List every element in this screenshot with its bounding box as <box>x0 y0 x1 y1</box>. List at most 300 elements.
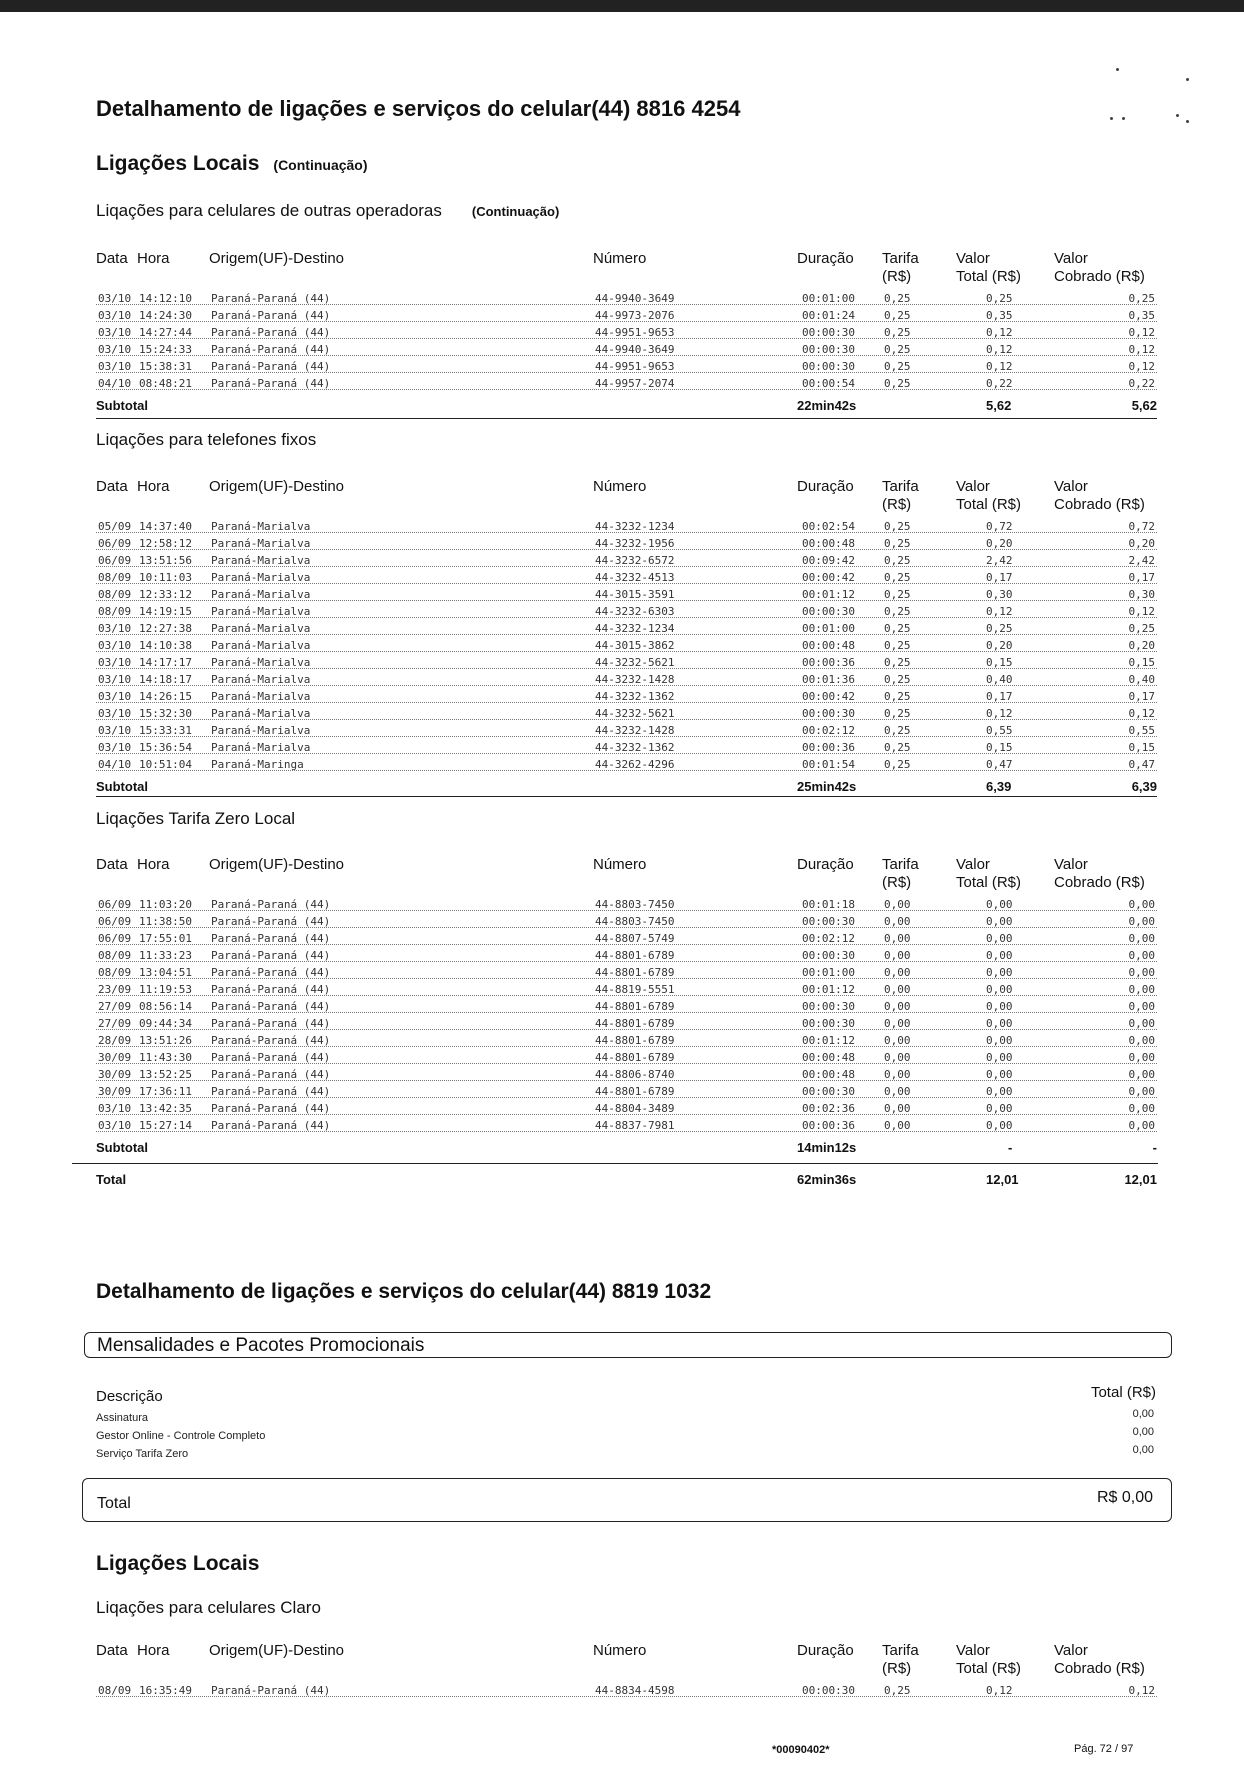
col-valor-cobrado-line2: Cobrado (R$) <box>1054 496 1145 513</box>
cell-valor-cobrado: 0,25 <box>1128 292 1155 305</box>
cell-valor-cobrado: 0,00 <box>1128 1102 1155 1115</box>
cell-numero: 44-9951-9653 <box>595 326 675 339</box>
mensalidades-items <box>96 1412 265 1466</box>
cell-origem: Paraná-Paraná (44) <box>211 1034 331 1047</box>
cell-duracao: 00:00:48 <box>802 537 855 550</box>
cell-numero: 44-3232-1362 <box>595 741 675 754</box>
cell-duracao: 00:02:54 <box>802 520 855 533</box>
cell-hora: 12:27:38 <box>139 622 192 635</box>
divider <box>96 796 1157 797</box>
col-valor-cobrado-line1: Valor <box>1054 478 1088 495</box>
cell-valor-cobrado: 0,47 <box>1128 758 1155 771</box>
subtotal-valor-total: - <box>1008 1140 1013 1155</box>
cell-origem: Paraná-Paraná (44) <box>211 377 331 390</box>
col-duracao: Duração <box>797 478 854 495</box>
cell-hora: 16:35:49 <box>139 1684 192 1697</box>
cell-origem: Paraná-Marialva <box>211 690 311 703</box>
cell-valor-total: 0,17 <box>986 690 1013 703</box>
total-header: Total (R$) <box>1090 1384 1156 1401</box>
table-rows <box>96 520 1157 775</box>
cell-numero: 44-3232-1956 <box>595 537 675 550</box>
col-valor-total <box>956 856 1021 892</box>
col-tarifa-line2: (R$) <box>882 268 912 285</box>
cell-tarifa: 0,25 <box>884 292 911 305</box>
cell-valor-total: 0,20 <box>986 639 1013 652</box>
cell-data: 03/10 <box>98 741 132 754</box>
col-valor-total-line2: Total (R$) <box>956 268 1022 285</box>
cell-tarifa: 0,25 <box>884 741 911 754</box>
cell-valor-total: 0,35 <box>986 309 1013 322</box>
cell-hora: 14:18:17 <box>139 673 192 686</box>
col-tarifa-line2: (R$) <box>882 874 912 891</box>
cell-duracao: 00:09:42 <box>802 554 855 567</box>
subtotal-label: Subtotal <box>96 398 148 413</box>
cell-valor-total: 0,00 <box>986 966 1013 979</box>
cell-valor-cobrado: 0,55 <box>1128 724 1155 737</box>
cell-data: 08/09 <box>98 571 132 584</box>
cell-duracao: 00:01:24 <box>802 309 855 322</box>
cell-tarifa: 0,00 <box>884 1068 911 1081</box>
cell-data: 03/10 <box>98 656 132 669</box>
col-valor-cobrado-line2: Cobrado (R$) <box>1054 268 1145 285</box>
table-row <box>96 588 1157 605</box>
cell-tarifa: 0,25 <box>884 622 911 635</box>
cell-numero: 44-8803-7450 <box>595 915 675 928</box>
cell-valor-total: 0,00 <box>986 1051 1013 1064</box>
cell-tarifa: 0,00 <box>884 1000 911 1013</box>
table-row <box>96 309 1157 326</box>
cell-numero: 44-9940-3649 <box>595 343 675 356</box>
cell-tarifa: 0,25 <box>884 639 911 652</box>
cell-duracao: 00:00:30 <box>802 360 855 373</box>
cell-valor-cobrado: 0,00 <box>1128 915 1155 928</box>
cell-tarifa: 0,25 <box>884 588 911 601</box>
cell-data: 04/10 <box>98 377 132 390</box>
cell-tarifa: 0,00 <box>884 1119 911 1132</box>
col-data: Data <box>96 478 128 495</box>
cell-duracao: 00:00:36 <box>802 741 855 754</box>
cell-duracao: 00:02:12 <box>802 932 855 945</box>
col-data: Data <box>96 856 128 873</box>
cell-duracao: 00:00:30 <box>802 949 855 962</box>
page-number: Pág. 72 / 97 <box>1074 1743 1134 1755</box>
cell-tarifa: 0,25 <box>884 554 911 567</box>
cell-origem: Paraná-Paraná (44) <box>211 932 331 945</box>
item-servico-tarifa-zero: Serviço Tarifa Zero <box>96 1448 189 1460</box>
cell-duracao: 00:01:00 <box>802 292 855 305</box>
cell-valor-total: 0,00 <box>986 898 1013 911</box>
cell-valor-cobrado: 0,00 <box>1128 1119 1155 1132</box>
table-header <box>96 478 1157 520</box>
table-row <box>96 983 1157 1000</box>
cell-valor-total: 0,00 <box>986 1017 1013 1030</box>
cell-origem: Paraná-Paraná (44) <box>211 949 331 962</box>
col-data: Data <box>96 250 128 267</box>
subtotal-valor-total: 6,39 <box>986 779 1012 794</box>
cell-origem: Paraná-Paraná (44) <box>211 1017 331 1030</box>
table-header <box>96 1642 1157 1684</box>
col-valor-total-line1: Valor <box>956 250 990 267</box>
cell-tarifa: 0,25 <box>884 360 911 373</box>
grand-total-row <box>96 1168 1157 1188</box>
col-duracao: Duração <box>797 1642 854 1659</box>
cell-numero: 44-8803-7450 <box>595 898 675 911</box>
subtotal-row <box>96 775 1157 795</box>
cell-hora: 12:33:12 <box>139 588 192 601</box>
cell-valor-cobrado: 0,20 <box>1128 537 1155 550</box>
cell-valor-total: 0,72 <box>986 520 1013 533</box>
cell-valor-cobrado: 0,00 <box>1128 898 1155 911</box>
col-valor-total-line1: Valor <box>956 478 990 495</box>
cell-hora: 15:38:31 <box>139 360 192 373</box>
col-valor-cobrado <box>1054 1642 1145 1678</box>
table-row <box>96 1051 1157 1068</box>
cell-numero: 44-3232-1428 <box>595 673 675 686</box>
cell-hora: 12:58:12 <box>139 537 192 550</box>
section-title-locais <box>96 152 368 176</box>
cell-hora: 11:33:23 <box>139 949 192 962</box>
cell-valor-total: 0,12 <box>986 1684 1013 1697</box>
col-duracao: Duração <box>797 856 854 873</box>
cell-data: 03/10 <box>98 360 132 373</box>
table-row <box>96 1684 1157 1701</box>
col-tarifa-line2: (R$) <box>882 496 912 513</box>
mensalidades-total-value: R$ 0,00 <box>1096 1489 1153 1506</box>
cell-numero: 44-8801-6789 <box>595 1017 675 1030</box>
cell-tarifa: 0,00 <box>884 1102 911 1115</box>
col-origem: Origem(UF)-Destino <box>209 856 345 873</box>
table-rows <box>96 898 1157 1136</box>
cell-duracao: 00:01:12 <box>802 588 855 601</box>
cell-origem: Paraná-Paraná (44) <box>211 1068 331 1081</box>
cell-valor-cobrado: 0,15 <box>1128 656 1155 669</box>
cell-valor-total: 0,22 <box>986 377 1013 390</box>
cell-hora: 11:43:30 <box>139 1051 192 1064</box>
cell-hora: 15:36:54 <box>139 741 192 754</box>
cell-tarifa: 0,25 <box>884 377 911 390</box>
cell-valor-total: 0,20 <box>986 537 1013 550</box>
cell-numero: 44-3232-1362 <box>595 690 675 703</box>
value-servico-tarifa-zero: 0,00 <box>1132 1444 1154 1456</box>
cell-duracao: 00:01:12 <box>802 983 855 996</box>
col-tarifa <box>882 250 919 286</box>
cell-hora: 15:27:14 <box>139 1119 192 1132</box>
cell-tarifa: 0,00 <box>884 983 911 996</box>
section-title-text: Ligações Locais <box>96 152 260 175</box>
col-valor-cobrado-line1: Valor <box>1054 250 1088 267</box>
cell-numero: 44-8801-6789 <box>595 1000 675 1013</box>
col-origem: Origem(UF)-Destino <box>209 1642 345 1659</box>
col-origem: Origem(UF)-Destino <box>209 478 345 495</box>
cell-tarifa: 0,25 <box>884 758 911 771</box>
subtotal-valor-cobrado: 5,62 <box>1131 398 1157 413</box>
table-row <box>96 1119 1157 1136</box>
cell-tarifa: 0,25 <box>884 690 911 703</box>
cell-data: 28/09 <box>98 1034 132 1047</box>
cell-numero: 44-3232-6572 <box>595 554 675 567</box>
cell-hora: 13:52:25 <box>139 1068 192 1081</box>
cell-valor-total: 0,00 <box>986 932 1013 945</box>
table-row <box>96 1000 1157 1017</box>
cell-valor-total: 0,00 <box>986 1000 1013 1013</box>
col-hora: Hora <box>137 478 170 495</box>
desc-header: Descrição <box>96 1388 163 1405</box>
cell-valor-total: 2,42 <box>986 554 1013 567</box>
table-row <box>96 741 1157 758</box>
cell-hora: 17:36:11 <box>139 1085 192 1098</box>
col-valor-total-line1: Valor <box>956 856 990 873</box>
cell-valor-cobrado: 2,42 <box>1128 554 1155 567</box>
cell-valor-cobrado: 0,12 <box>1128 343 1155 356</box>
cell-valor-cobrado: 0,00 <box>1128 1051 1155 1064</box>
cell-data: 03/10 <box>98 639 132 652</box>
cell-tarifa: 0,00 <box>884 1034 911 1047</box>
cell-hora: 14:27:44 <box>139 326 192 339</box>
table-header <box>96 856 1157 898</box>
cell-hora: 14:17:17 <box>139 656 192 669</box>
cell-numero: 44-3015-3862 <box>595 639 675 652</box>
col-numero: Número <box>593 250 647 267</box>
subtotal-duration: 25min42s <box>797 779 857 794</box>
cell-valor-total: 0,25 <box>986 622 1013 635</box>
cell-numero: 44-8804-3489 <box>595 1102 675 1115</box>
cell-valor-total: 0,12 <box>986 360 1013 373</box>
cell-valor-total: 0,00 <box>986 949 1013 962</box>
cell-numero: 44-9940-3649 <box>595 292 675 305</box>
cell-data: 03/10 <box>98 343 132 356</box>
col-valor-total-line1: Valor <box>956 1642 990 1659</box>
table-row <box>96 377 1157 394</box>
cell-data: 06/09 <box>98 915 132 928</box>
cell-hora: 11:19:53 <box>139 983 192 996</box>
cell-duracao: 00:00:48 <box>802 639 855 652</box>
table-rows <box>96 292 1157 394</box>
cell-numero: 44-3262-4296 <box>595 758 675 771</box>
cell-numero: 44-8801-6789 <box>595 1034 675 1047</box>
cell-numero: 44-3232-5621 <box>595 707 675 720</box>
table-row <box>96 673 1157 690</box>
total-label: Total <box>96 1172 127 1187</box>
cell-duracao: 00:01:36 <box>802 673 855 686</box>
cell-duracao: 00:00:42 <box>802 690 855 703</box>
table-row <box>96 1017 1157 1034</box>
mensalidades-values <box>1133 1408 1154 1462</box>
scan-speck <box>1176 114 1179 117</box>
col-tarifa <box>882 1642 919 1678</box>
cell-valor-total: 0,12 <box>986 605 1013 618</box>
col-valor-cobrado-line2: Cobrado (R$) <box>1054 1660 1145 1677</box>
cell-tarifa: 0,25 <box>884 673 911 686</box>
item-gestor-online: Gestor Online - Controle Completo <box>96 1430 266 1442</box>
cell-origem: Paraná-Marialva <box>211 554 311 567</box>
col-tarifa-line2: (R$) <box>882 1660 912 1677</box>
subsection-title-tarifa-zero: Liqações Tarifa Zero Local <box>96 809 296 828</box>
cell-duracao: 00:00:30 <box>802 343 855 356</box>
cell-origem: Paraná-Marialva <box>211 537 311 550</box>
cell-duracao: 00:00:30 <box>802 326 855 339</box>
table-row <box>96 622 1157 639</box>
scan-speck <box>1186 120 1189 123</box>
scan-speck <box>1122 117 1125 120</box>
value-assinatura: 0,00 <box>1132 1408 1154 1420</box>
top-scan-border <box>0 0 1244 12</box>
cell-valor-cobrado: 0,17 <box>1128 571 1155 584</box>
cell-duracao: 00:02:12 <box>802 724 855 737</box>
cell-valor-total: 0,00 <box>986 915 1013 928</box>
cell-duracao: 00:01:00 <box>802 966 855 979</box>
table-row <box>96 554 1157 571</box>
table-row <box>96 724 1157 741</box>
table-row <box>96 949 1157 966</box>
cell-data: 03/10 <box>98 1102 132 1115</box>
cell-origem: Paraná-Marialva <box>211 741 311 754</box>
col-tarifa-line1: Tarifa <box>882 1642 919 1659</box>
mensalidades-header-box <box>84 1332 1172 1358</box>
col-valor-cobrado-line1: Valor <box>1054 856 1088 873</box>
cell-duracao: 00:00:30 <box>802 1684 855 1697</box>
cell-hora: 14:26:15 <box>139 690 192 703</box>
cell-numero: 44-3232-4513 <box>595 571 675 584</box>
cell-valor-cobrado: 0,15 <box>1128 741 1155 754</box>
cell-data: 08/09 <box>98 1684 132 1697</box>
col-tarifa <box>882 856 919 892</box>
cell-data: 30/09 <box>98 1068 132 1081</box>
col-numero: Número <box>593 1642 647 1659</box>
continuation-label: (Continuação) <box>273 157 368 173</box>
cell-valor-cobrado: 0,00 <box>1128 1085 1155 1098</box>
cell-origem: Paraná-Paraná (44) <box>211 966 331 979</box>
subsection-title-fixos: Liqações para telefones fixos <box>96 430 317 449</box>
col-valor-total <box>956 250 1021 286</box>
cell-tarifa: 0,00 <box>884 1085 911 1098</box>
table-row <box>96 707 1157 724</box>
col-tarifa-line1: Tarifa <box>882 250 919 267</box>
cell-origem: Paraná-Paraná (44) <box>211 326 331 339</box>
cell-duracao: 00:01:18 <box>802 898 855 911</box>
cell-valor-total: 0,15 <box>986 741 1013 754</box>
cell-duracao: 00:00:36 <box>802 1119 855 1132</box>
cell-hora: 11:38:50 <box>139 915 192 928</box>
cell-hora: 10:11:03 <box>139 571 192 584</box>
cell-numero: 44-3232-1234 <box>595 622 675 635</box>
cell-origem: Paraná-Paraná (44) <box>211 292 331 305</box>
cell-hora: 13:51:56 <box>139 554 192 567</box>
subtotal-duration: 14min12s <box>797 1140 857 1155</box>
subsection-title-text: Liqações para celulares de outras operadoras <box>96 201 442 220</box>
col-valor-total <box>956 1642 1021 1678</box>
table-row <box>96 656 1157 673</box>
cell-numero: 44-8801-6789 <box>595 949 675 962</box>
cell-origem: Paraná-Paraná (44) <box>211 1684 331 1697</box>
cell-valor-total: 0,00 <box>986 1119 1013 1132</box>
page-title-1: Detalhamento de ligações e serviços do celular(44) 8816 4254 <box>96 96 741 121</box>
table-telefones-fixos <box>96 478 1157 795</box>
cell-data: 03/10 <box>98 326 132 339</box>
col-valor-total <box>956 478 1021 514</box>
subtotal-valor-cobrado: 6,39 <box>1131 779 1157 794</box>
table-row <box>96 898 1157 915</box>
cell-origem: Paraná-Marialva <box>211 622 311 635</box>
table-outras-operadoras <box>96 250 1157 414</box>
cell-data: 30/09 <box>98 1085 132 1098</box>
cell-valor-cobrado: 0,25 <box>1128 622 1155 635</box>
total-valor-total: 12,01 <box>986 1172 1019 1187</box>
cell-origem: Paraná-Marialva <box>211 588 311 601</box>
cell-tarifa: 0,25 <box>884 309 911 322</box>
cell-origem: Paraná-Paraná (44) <box>211 1085 331 1098</box>
cell-hora: 11:03:20 <box>139 898 192 911</box>
col-valor-cobrado <box>1054 478 1145 514</box>
table-row <box>96 1102 1157 1119</box>
cell-valor-cobrado: 0,00 <box>1128 1034 1155 1047</box>
table-row <box>96 758 1157 775</box>
col-data: Data <box>96 1642 128 1659</box>
cell-data: 06/09 <box>98 554 132 567</box>
subtotal-duration: 22min42s <box>797 398 857 413</box>
table-row <box>96 932 1157 949</box>
divider <box>96 418 1157 419</box>
cell-origem: Paraná-Paraná (44) <box>211 1102 331 1115</box>
cell-data: 03/10 <box>98 707 132 720</box>
total-duration: 62min36s <box>797 1172 857 1187</box>
cell-valor-cobrado: 0,17 <box>1128 690 1155 703</box>
cell-data: 23/09 <box>98 983 132 996</box>
cell-valor-cobrado: 0,30 <box>1128 588 1155 601</box>
cell-hora: 13:51:26 <box>139 1034 192 1047</box>
col-duracao: Duração <box>797 250 854 267</box>
cell-valor-cobrado: 0,22 <box>1128 377 1155 390</box>
cell-data: 03/10 <box>98 292 132 305</box>
cell-tarifa: 0,25 <box>884 605 911 618</box>
cell-origem: Paraná-Paraná (44) <box>211 1119 331 1132</box>
cell-valor-total: 0,00 <box>986 1034 1013 1047</box>
cell-tarifa: 0,00 <box>884 898 911 911</box>
section2-locais-title: Ligações Locais <box>96 1552 260 1575</box>
subtotal-row <box>96 394 1157 414</box>
table-row <box>96 326 1157 343</box>
cell-hora: 13:04:51 <box>139 966 192 979</box>
cell-tarifa: 0,25 <box>884 1684 911 1697</box>
col-tarifa <box>882 478 919 514</box>
cell-data: 06/09 <box>98 537 132 550</box>
cell-hora: 14:19:15 <box>139 605 192 618</box>
barcode-number: *00090402* <box>772 1744 830 1756</box>
cell-valor-cobrado: 0,00 <box>1128 983 1155 996</box>
cell-duracao: 00:00:30 <box>802 1000 855 1013</box>
total-row <box>96 1168 1157 1188</box>
page-title-2: Detalhamento de ligações e serviços do celular(44) 8819 1032 <box>96 1280 712 1303</box>
cell-valor-total: 0,17 <box>986 571 1013 584</box>
scan-speck <box>1116 68 1119 71</box>
cell-valor-cobrado: 0,40 <box>1128 673 1155 686</box>
cell-numero: 44-3232-1428 <box>595 724 675 737</box>
table-row <box>96 1068 1157 1085</box>
cell-data: 03/10 <box>98 622 132 635</box>
cell-origem: Paraná-Marialva <box>211 673 311 686</box>
cell-valor-cobrado: 0,20 <box>1128 639 1155 652</box>
cell-valor-total: 0,00 <box>986 1068 1013 1081</box>
cell-valor-cobrado: 0,72 <box>1128 520 1155 533</box>
item-assinatura: Assinatura <box>96 1412 148 1424</box>
cell-duracao: 00:00:54 <box>802 377 855 390</box>
cell-origem: Paraná-Marialva <box>211 639 311 652</box>
cell-hora: 10:51:04 <box>139 758 192 771</box>
cell-origem: Paraná-Marialva <box>211 571 311 584</box>
table-row <box>96 292 1157 309</box>
cell-hora: 14:24:30 <box>139 309 192 322</box>
cell-origem: Paraná-Marialva <box>211 605 311 618</box>
col-numero: Número <box>593 478 647 495</box>
